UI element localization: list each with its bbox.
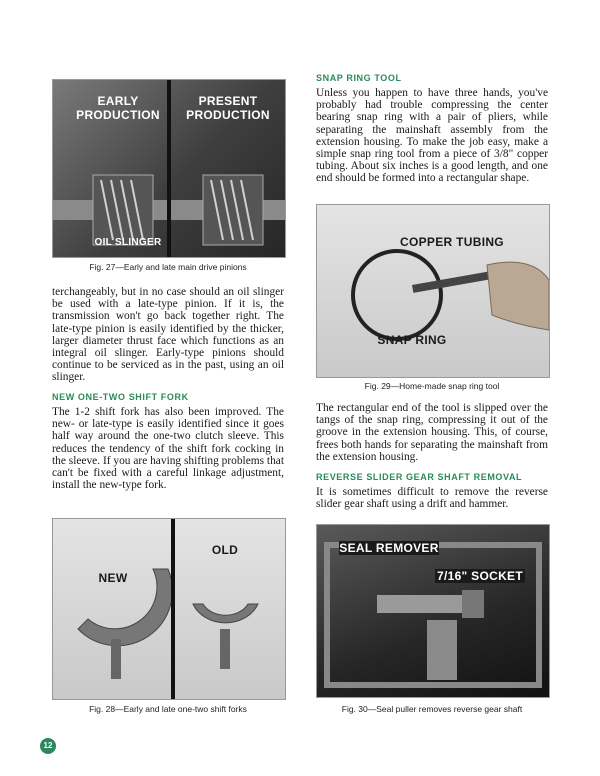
- left-para-2: The 1-2 shift fork has also been improved. The new- or late-type is easily identified since it goes half way around the one-two clutch sleeve. This reduces the tendency of the shift fork cocking in the sleeve. If you are having shifting problems that can't be fixed with a careful linkage adjustment, install the new-type fork.: [52, 406, 284, 492]
- fig28-divider: [171, 519, 175, 699]
- heading-new-shift-fork: NEW ONE-TWO SHIFT FORK: [52, 392, 189, 402]
- fig30-label-remover: SEAL REMOVER: [339, 541, 439, 555]
- right-para-1: Unless you happen to have three hands, you've probably had trouble compressing the center bearing snap ring with a pair of pliers, while separating the mainshaft assembly from the extension housing. To make the job easy, make a simple snap ring tool from a piece of 3/8" copper tubing. About six inches is a good length, and one end should be formed into a rectangular shape.: [316, 87, 548, 185]
- fig29-label-tubing: COPPER TUBING: [400, 235, 504, 249]
- fig28-photo: [52, 518, 286, 700]
- fig30-photo: [316, 524, 550, 698]
- fig27-caption: Fig. 27—Early and late main drive pinions: [89, 262, 247, 272]
- page-number-badge: 12: [40, 738, 56, 754]
- fig30-caption: Fig. 30—Seal puller removes reverse gear shaft: [341, 704, 523, 714]
- fig27-photo: [52, 79, 286, 258]
- fig27-label-present: PRESENT PRODUCTION: [186, 94, 270, 122]
- right-para-2: The rectangular end of the tool is slipped over the tangs of the snap ring, compressing it out of the groove in the extension housing. This, of course, frees both hands for separating the mainshaft from the extension housing.: [316, 402, 548, 463]
- fig28-label-new: NEW: [98, 571, 128, 585]
- left-para-1: terchangeably, but in no case should an oil slinger be used with a late-type pinion. If it is, the transmission won't go back together right. The late-type pinion is easily identified by the thicker, larger diameter thrust face which functions as an integral oil slinger. Early-type pinions should continue to be serviced as in the past, using an oil slinger.: [52, 286, 284, 384]
- fig29-label-ring: SNAP RING: [377, 333, 447, 347]
- fig28-caption: Fig. 28—Early and late one-two shift forks: [89, 704, 247, 714]
- snap-ring-tool-illustration: [317, 205, 549, 377]
- heading-reverse-slider: REVERSE SLIDER GEAR SHAFT REMOVAL: [316, 472, 523, 482]
- fig27-label-early: EARLY PRODUCTION: [76, 94, 160, 122]
- fig27-label-slinger: OIL SLINGER: [94, 237, 162, 248]
- fig29-photo: [316, 204, 550, 378]
- right-para-3: It is sometimes difficult to remove the reverse slider gear shaft using a drift and hammer.: [316, 486, 548, 511]
- fig29-caption: Fig. 29—Home-made snap ring tool: [364, 381, 500, 391]
- fig30-label-socket: 7/16" SOCKET: [435, 569, 525, 583]
- fig27-divider: [167, 80, 171, 257]
- shift-forks-illustration: [53, 519, 285, 699]
- heading-snap-ring-tool: SNAP RING TOOL: [316, 73, 402, 83]
- fig28-label-old: OLD: [211, 543, 239, 557]
